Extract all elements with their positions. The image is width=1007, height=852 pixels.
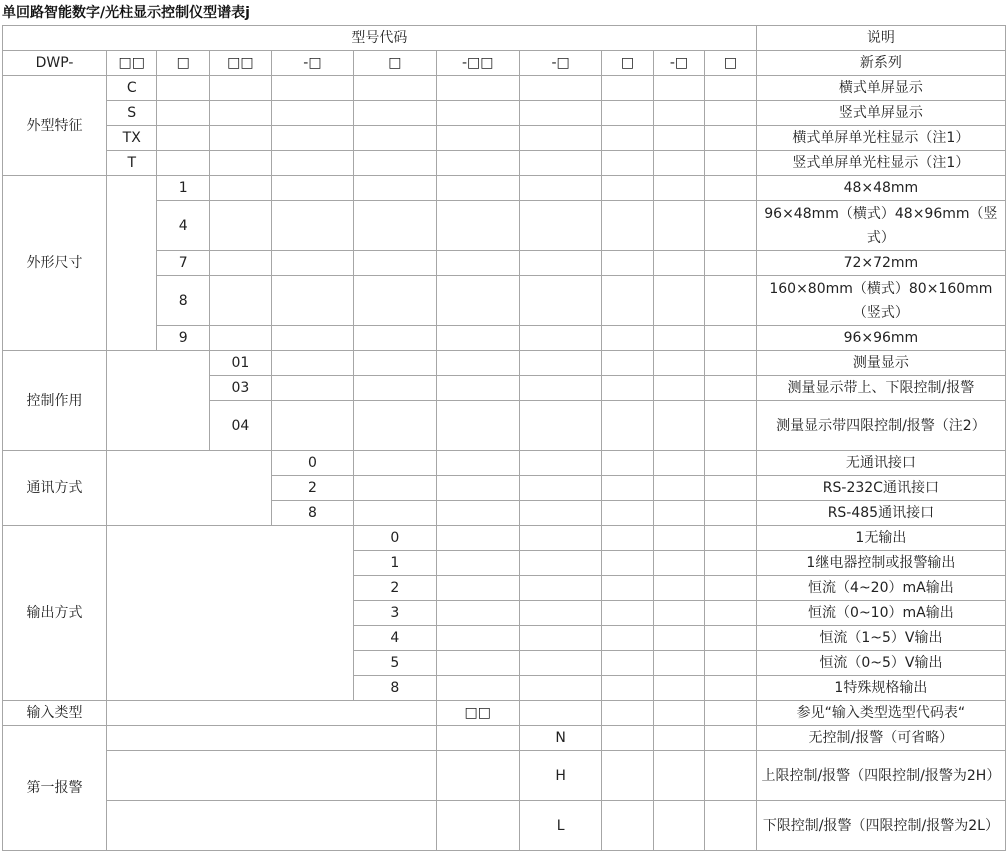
option-description: 恒流（1~5）V输出 — [756, 626, 1005, 651]
code-cell: -□ — [653, 51, 704, 76]
option-code: L — [519, 801, 601, 851]
option-description: 160×80mm（横式）80×160mm（竖式） — [756, 276, 1005, 326]
option-code: 5 — [354, 651, 436, 676]
code-cell: □ — [354, 51, 436, 76]
code-cell: □ — [602, 51, 653, 76]
code-cell: -□□ — [436, 51, 519, 76]
option-description: 72×72mm — [756, 251, 1005, 276]
option-code: 8 — [271, 501, 353, 526]
option-description: 上限控制/报警（四限控制/报警为2H） — [756, 751, 1005, 801]
option-code: 8 — [157, 276, 210, 326]
option-description: 横式单屏单光柱显示（注1） — [756, 126, 1005, 151]
table-row — [3, 451, 1006, 476]
code-cell: -□ — [519, 51, 601, 76]
option-description: 测量显示带上、下限控制/报警 — [756, 376, 1005, 401]
option-code: TX — [107, 126, 157, 151]
option-code: 04 — [209, 401, 271, 451]
option-code: 3 — [354, 601, 436, 626]
code-cell: □□ — [107, 51, 157, 76]
table-row — [3, 151, 1006, 176]
option-code: 1 — [354, 551, 436, 576]
option-code: 7 — [157, 251, 210, 276]
option-code: 4 — [354, 626, 436, 651]
code-cell: -□ — [271, 51, 353, 76]
option-description: 恒流（0~5）V输出 — [756, 651, 1005, 676]
option-description: 竖式单屏单光柱显示（注1） — [756, 151, 1005, 176]
option-code: 0 — [354, 526, 436, 551]
option-code: 1 — [157, 176, 210, 201]
option-description: 无控制/报警（可省略） — [756, 726, 1005, 751]
table-row — [3, 801, 1006, 851]
option-code: S — [107, 101, 157, 126]
option-code: 4 — [157, 201, 210, 251]
table-row — [3, 526, 1006, 551]
option-code: C — [107, 76, 157, 101]
option-description: 1无输出 — [756, 526, 1005, 551]
table-row — [3, 726, 1006, 751]
group-label-shape: 外型特征 — [3, 76, 107, 176]
option-code: 0 — [271, 451, 353, 476]
table-row — [3, 101, 1006, 126]
code-cell-prefix: DWP- — [3, 51, 107, 76]
option-code: 9 — [157, 326, 210, 351]
group-label-comm: 通讯方式 — [3, 451, 107, 526]
table-row — [3, 126, 1006, 151]
option-code: N — [519, 726, 601, 751]
option-code: T — [107, 151, 157, 176]
table-row — [3, 701, 1006, 726]
page-title: 单回路智能数字/光柱显示控制仪型谱表j — [2, 5, 250, 21]
option-description: 1继电器控制或报警输出 — [756, 551, 1005, 576]
option-description: 横式单屏显示 — [756, 76, 1005, 101]
option-code: 03 — [209, 376, 271, 401]
option-code: 2 — [354, 576, 436, 601]
table-row — [3, 751, 1006, 801]
option-description: 参见“输入类型选型代码表“ — [756, 701, 1005, 726]
option-description: 恒流（0~10）mA输出 — [756, 601, 1005, 626]
option-description: 竖式单屏显示 — [756, 101, 1005, 126]
option-description: 96×48mm（横式）48×96mm（竖式） — [756, 201, 1005, 251]
group-label-size: 外形尺寸 — [3, 176, 107, 351]
option-description: 恒流（4~20）mA输出 — [756, 576, 1005, 601]
option-code: 01 — [209, 351, 271, 376]
model-spec-table — [2, 25, 1006, 851]
group-label-control: 控制作用 — [3, 351, 107, 451]
option-description: 下限控制/报警（四限控制/报警为2L） — [756, 801, 1005, 851]
table-header-row — [3, 26, 1006, 51]
table-row — [3, 76, 1006, 101]
option-description: 96×96mm — [756, 326, 1005, 351]
table-row — [3, 351, 1006, 376]
option-description: 无通讯接口 — [756, 451, 1005, 476]
option-description: 测量显示 — [756, 351, 1005, 376]
option-code: □□ — [436, 701, 519, 726]
option-description: 1特殊规格输出 — [756, 676, 1005, 701]
code-cell: □ — [157, 51, 210, 76]
group-label-alarm1: 第一报警 — [3, 726, 107, 851]
table-row — [3, 176, 1006, 201]
code-row — [3, 51, 1006, 76]
option-description: RS-485通讯接口 — [756, 501, 1005, 526]
option-code: H — [519, 751, 601, 801]
code-cell: □ — [705, 51, 757, 76]
code-cell: □□ — [209, 51, 271, 76]
header-description: 说明 — [756, 26, 1005, 51]
group-label-input: 输入类型 — [3, 701, 107, 726]
option-description: 48×48mm — [756, 176, 1005, 201]
option-description: RS-232C通讯接口 — [756, 476, 1005, 501]
option-code: 8 — [354, 676, 436, 701]
header-model-code: 型号代码 — [3, 26, 757, 51]
option-description: 测量显示带四限控制/报警（注2） — [756, 401, 1005, 451]
option-code: 2 — [271, 476, 353, 501]
group-label-output: 输出方式 — [3, 526, 107, 701]
code-row-description: 新系列 — [756, 51, 1005, 76]
